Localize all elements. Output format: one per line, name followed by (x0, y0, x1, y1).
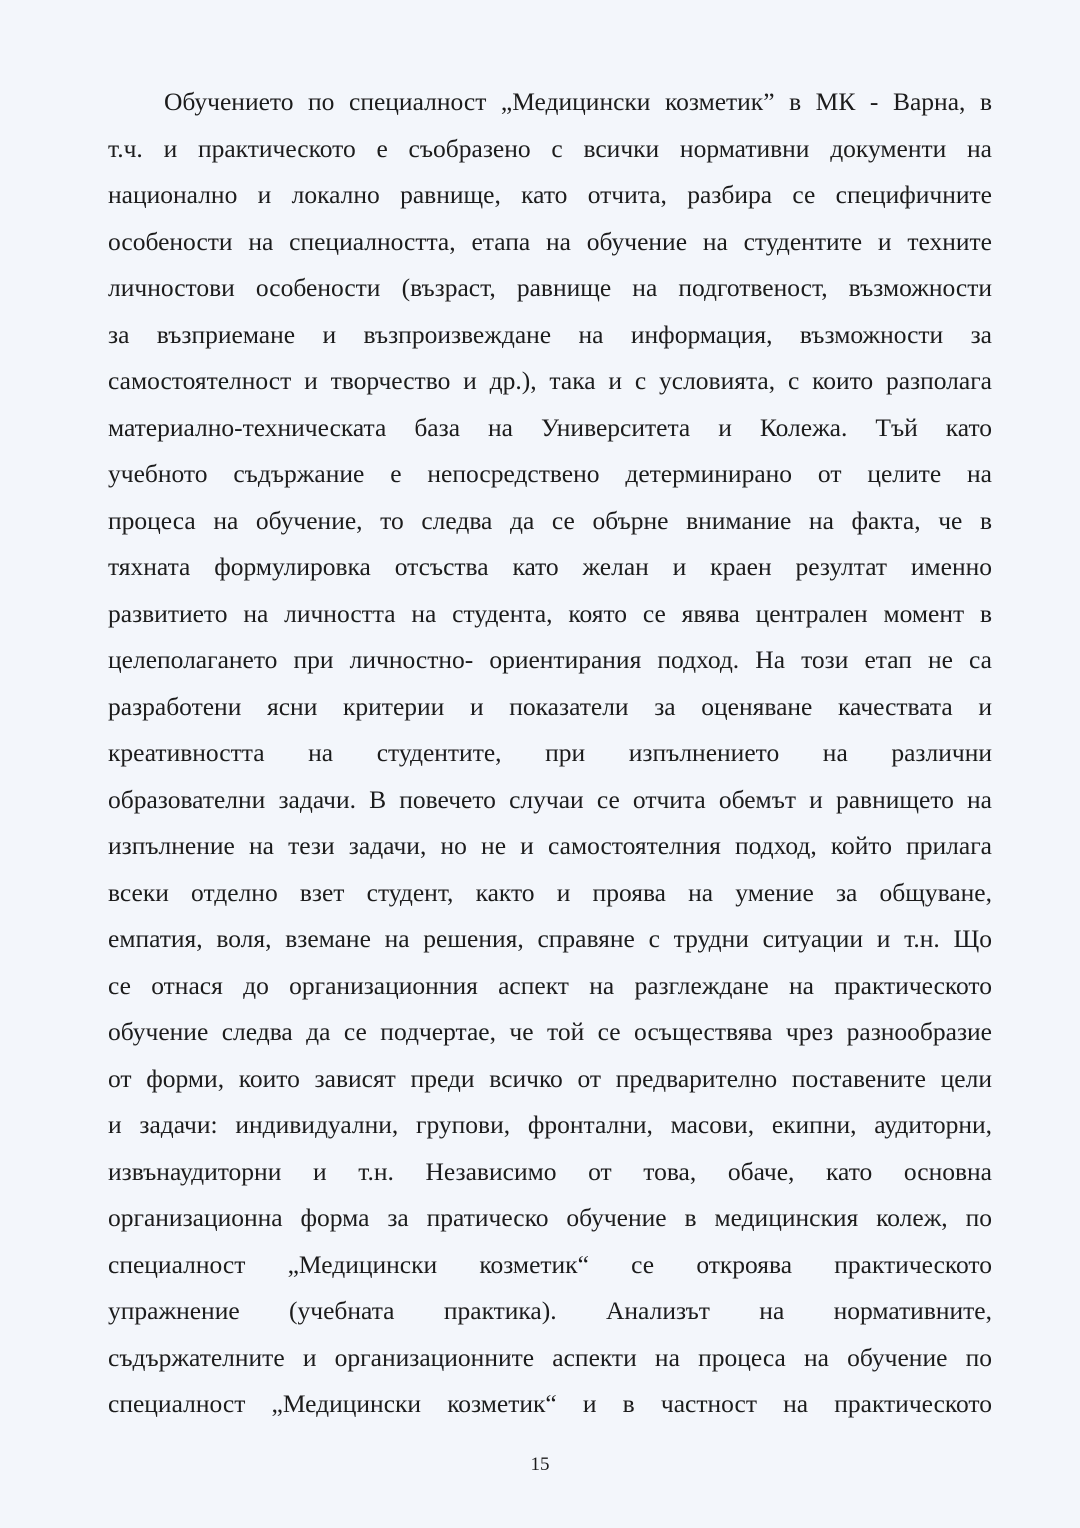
text-line: личностови особености (възраст, равнище на подготвеност, възможности (108, 273, 992, 302)
text-line: изпълнение на тези задачи, но не и самостоятелния подход, който прилага (108, 831, 992, 860)
text-line: особености на специалността, етапа на обучение на студентите и техните (108, 226, 992, 256)
text-line: т.ч. и практическото е съобразено с всички нормативни документи на (108, 133, 992, 163)
text-line: за възприемане и възпроизвеждане на информация, възможности за (108, 319, 992, 349)
body-text (108, 79, 992, 1428)
text-line: креативността на студентите, при изпълнението на различни (108, 738, 992, 767)
text-line: от форми, които зависят преди всичко от предварително поставените цели (108, 1063, 992, 1093)
text-line: съдържателните и организационните аспекти на процеса на обучение по (108, 1342, 992, 1372)
text-line: и задачи: индивидуални, групови, фронтални, масови, екипни, аудиторни, (108, 1110, 992, 1139)
text-line: образователни задачи. В повечето случаи се отчита обемът и равнището на (108, 784, 992, 814)
text-line: обучение следва да се подчертае, че той се осъществява чрез разнообразие (108, 1017, 992, 1046)
text-line: организационна форма за пратическо обучение в медицинския колеж, по (108, 1203, 992, 1232)
text-line: извънаудиторни и т.н. Независимо от това, обаче, като основна (108, 1156, 992, 1186)
text-line: развитието на личността на студента, която се явява централен момент в (108, 598, 992, 628)
text-line: специалност „Медицински козметик“ и в частност на практическото (108, 1389, 992, 1418)
text-line: целеполагането при личностно- ориентирания подход. На този етап не са (108, 645, 992, 674)
text-line: всеки отделно взет студент, както и проява на умение за общуване, (108, 877, 992, 907)
text-line: упражнение (учебната практика). Анализът на нормативните, (108, 1296, 992, 1325)
text-line: материално-техническата база на Университета и Колежа. Тъй като (108, 412, 992, 442)
text-line: процеса на обучение, то следва да се обърне внимание на факта, че в (108, 505, 992, 535)
text-line: тяхната формулировка отсъства като желан и краен резултат именно (108, 552, 992, 581)
text-line: национално и локално равнище, като отчита, разбира се специфичните (108, 180, 992, 209)
page-number: 15 (530, 1454, 550, 1475)
text-line: емпатия, воля, вземане на решения, справяне с трудни ситуации и т.н. Що (108, 924, 992, 953)
text-line: самостоятелност и творчество и др.), така и с условията, с които разполага (108, 366, 992, 395)
text-line: се отнася до организационния аспект на разглеждане на практическото (108, 970, 992, 1000)
text-line: специалност „Медицински козметик“ се откроява практическото (108, 1249, 992, 1279)
text-line: учебното съдържание е непосредствено детерминирано от целите на (108, 459, 992, 488)
text-line: Обучението по специалност „Медицински козметик” в МК - Варна, в (164, 87, 992, 116)
text-line: разработени ясни критерии и показатели за оценяване качествата и (108, 691, 992, 721)
